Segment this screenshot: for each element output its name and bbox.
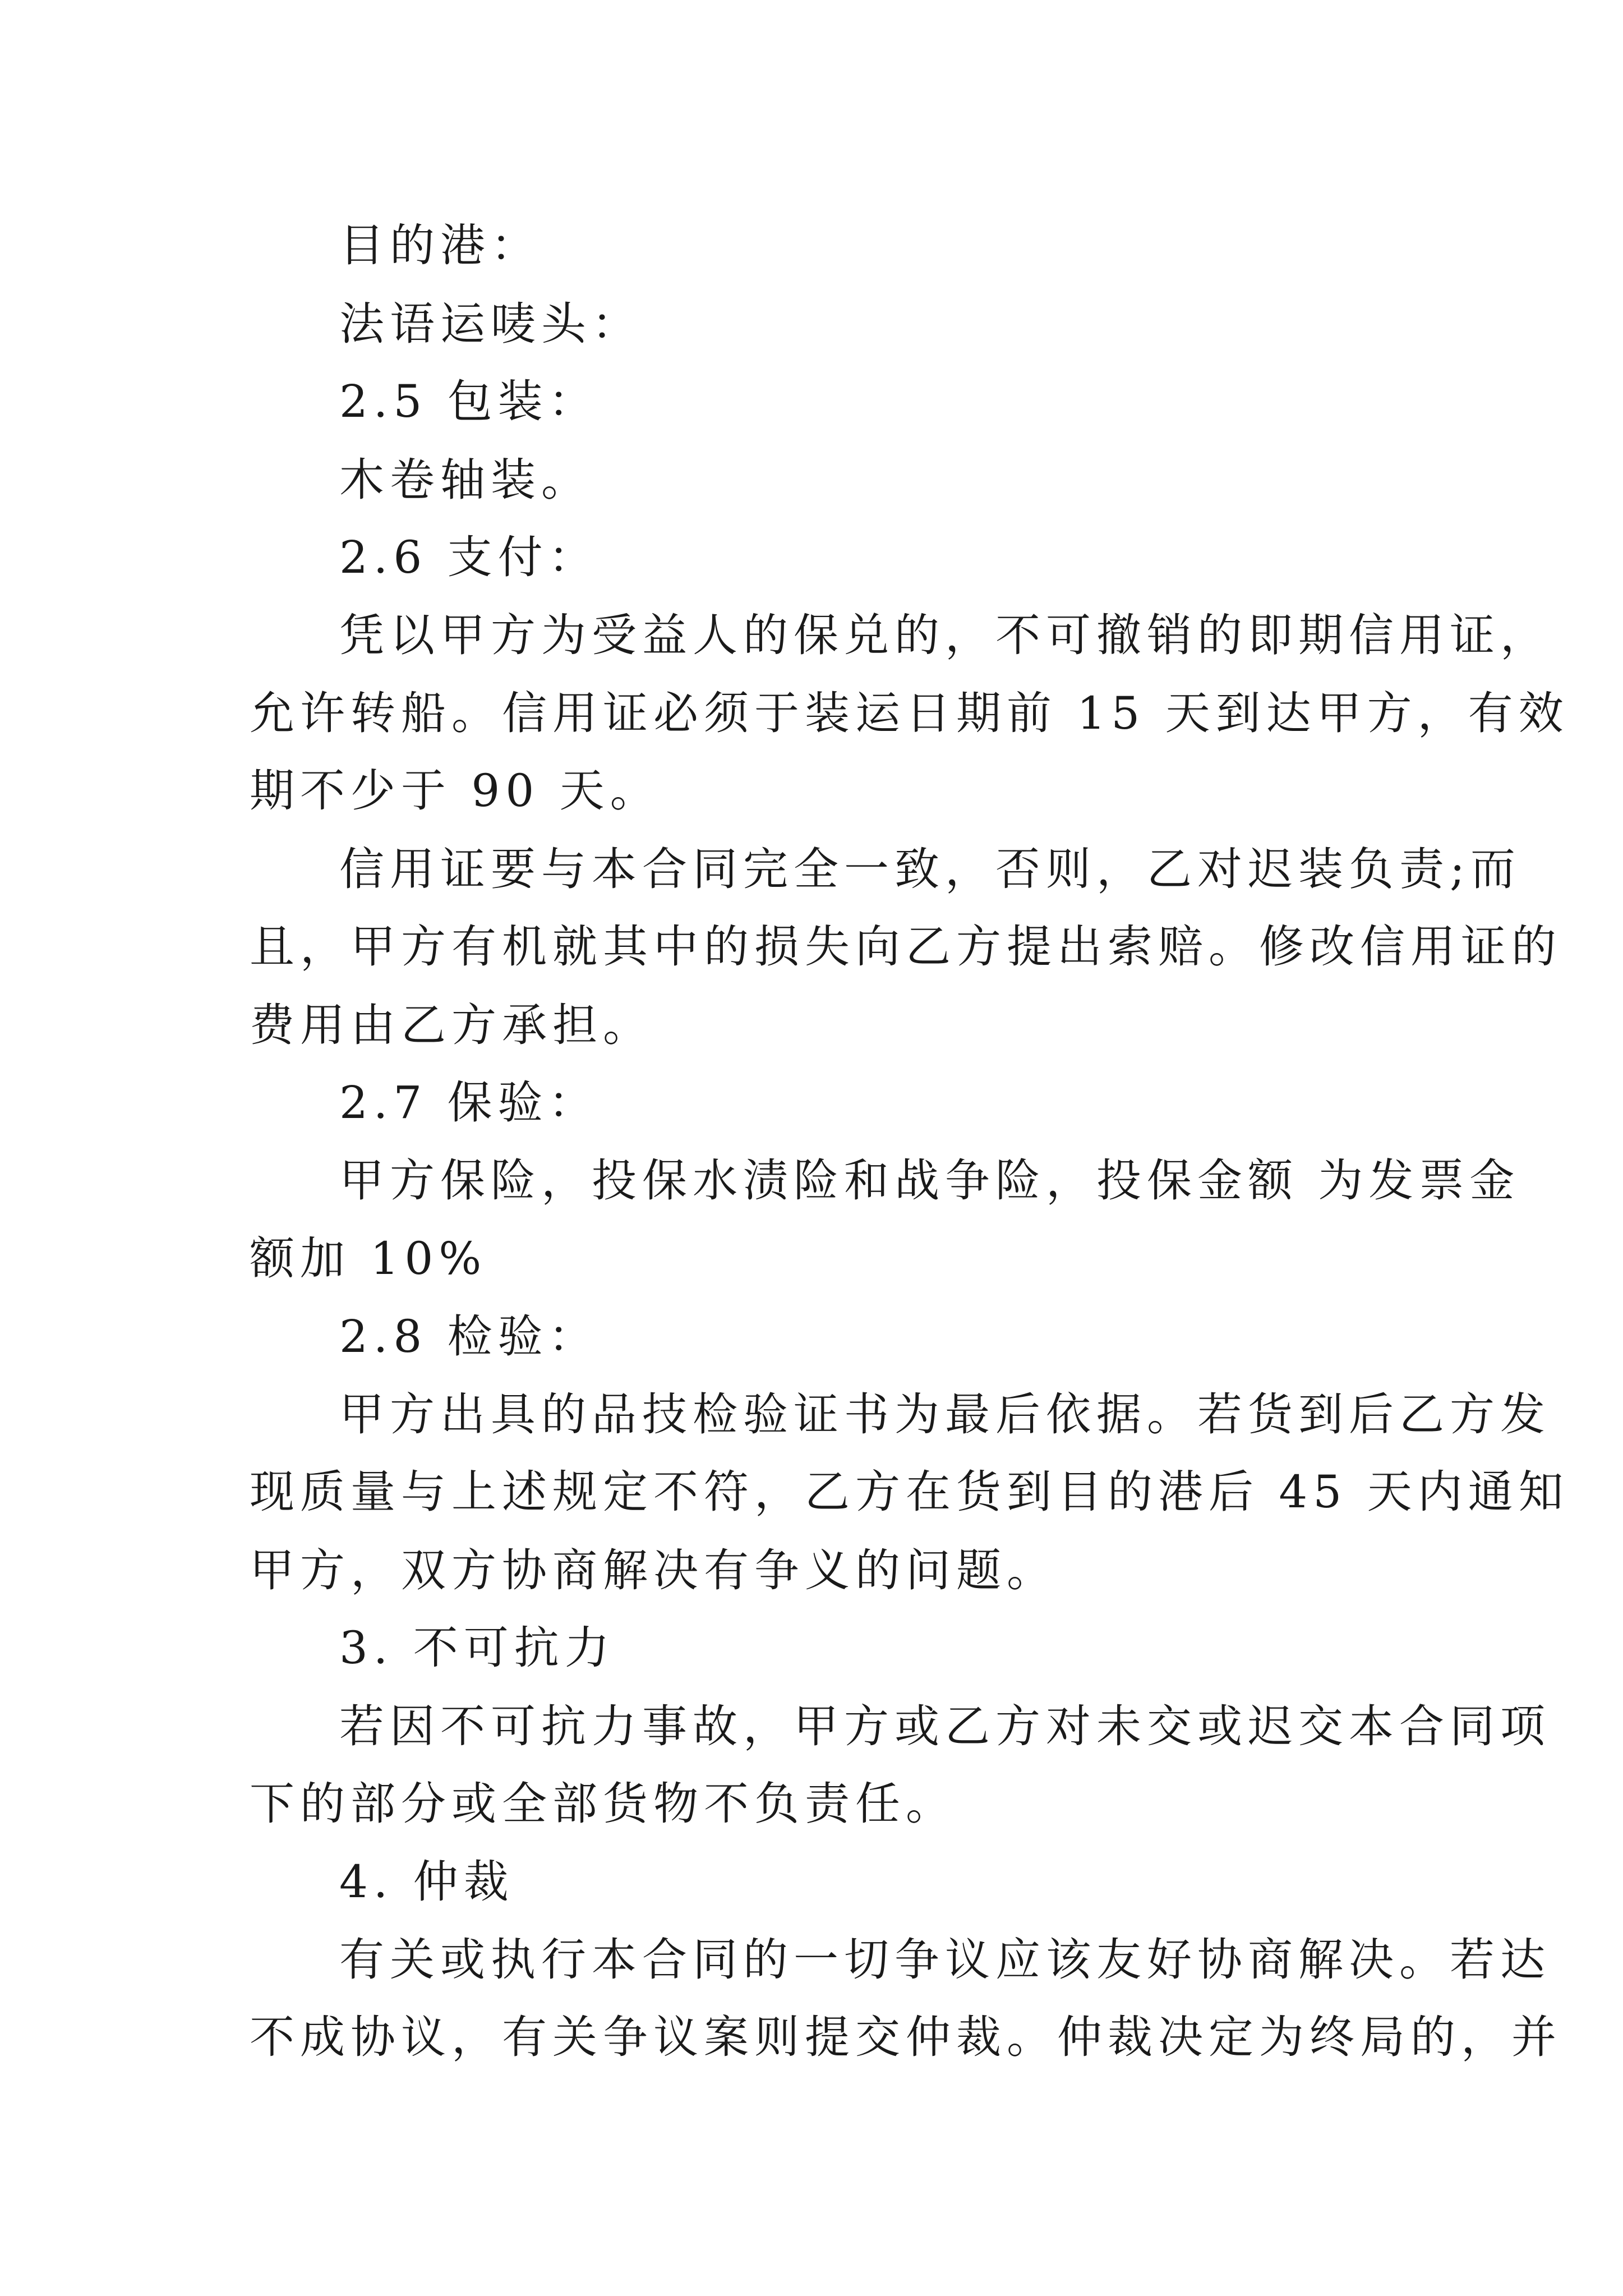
text-line-shipping-mark: 法语运唛头： xyxy=(339,298,642,350)
section-heading-payment: 2.6 支付： xyxy=(339,531,599,583)
paragraph-line: 现质量与上述规定不符，乙方在货到目的港后 45 天内通知 xyxy=(250,1466,1569,1518)
section-heading-inspection: 2.8 检验： xyxy=(339,1310,599,1363)
paragraph-line: 甲方出具的品技检验证书为最后依据。若货到后乙方发 xyxy=(339,1388,1551,1441)
paragraph-line: 额加 10% xyxy=(250,1232,487,1285)
paragraph-line: 下的部分或全部货物不负责任。 xyxy=(250,1778,956,1830)
section-heading-arbitration: 4. 仲裁 xyxy=(339,1856,514,1908)
paragraph-line: 费用由乙方承担。 xyxy=(250,999,653,1051)
paragraph-line: 期不少于 90 天。 xyxy=(250,765,661,817)
paragraph-line: 若因不可抗力事故，甲方或乙方对未交或迟交本合同项 xyxy=(339,1700,1551,1752)
paragraph-line: 甲方保险，投保水渍险和战争险，投保金额 为发票金 xyxy=(339,1154,1520,1207)
section-heading-force-majeure: 3. 不可抗力 xyxy=(339,1622,615,1674)
paragraph-line: 信用证要与本合同完全一致，否则，乙对迟装负责;而 xyxy=(339,843,1521,895)
text-line-packing: 木卷轴装。 xyxy=(339,454,592,506)
section-heading-insurance: 2.7 保验： xyxy=(339,1076,599,1129)
paragraph-line: 有关或执行本合同的一切争议应该友好协商解决。若达 xyxy=(339,1934,1551,1986)
paragraph-line: 不成协议，有关争议案则提交仲裁。仲裁决定为终局的，并 xyxy=(250,2011,1562,2063)
text-line-destination-port: 目的港： xyxy=(339,219,541,272)
paragraph-line: 凭以甲方为受益人的保兑的，不可撤销的即期信用证， xyxy=(339,609,1551,661)
paragraph-line: 允许转船。信用证必须于装运日期前 15 天到达甲方，有效 xyxy=(250,687,1569,739)
section-heading-packing: 2.5 包装： xyxy=(339,375,599,427)
paragraph-line: 且，甲方有机就其中的损失向乙方提出索赔。修改信用证的 xyxy=(250,921,1562,973)
paragraph-line: 甲方，双方协商解决有争义的问题。 xyxy=(250,1544,1057,1596)
